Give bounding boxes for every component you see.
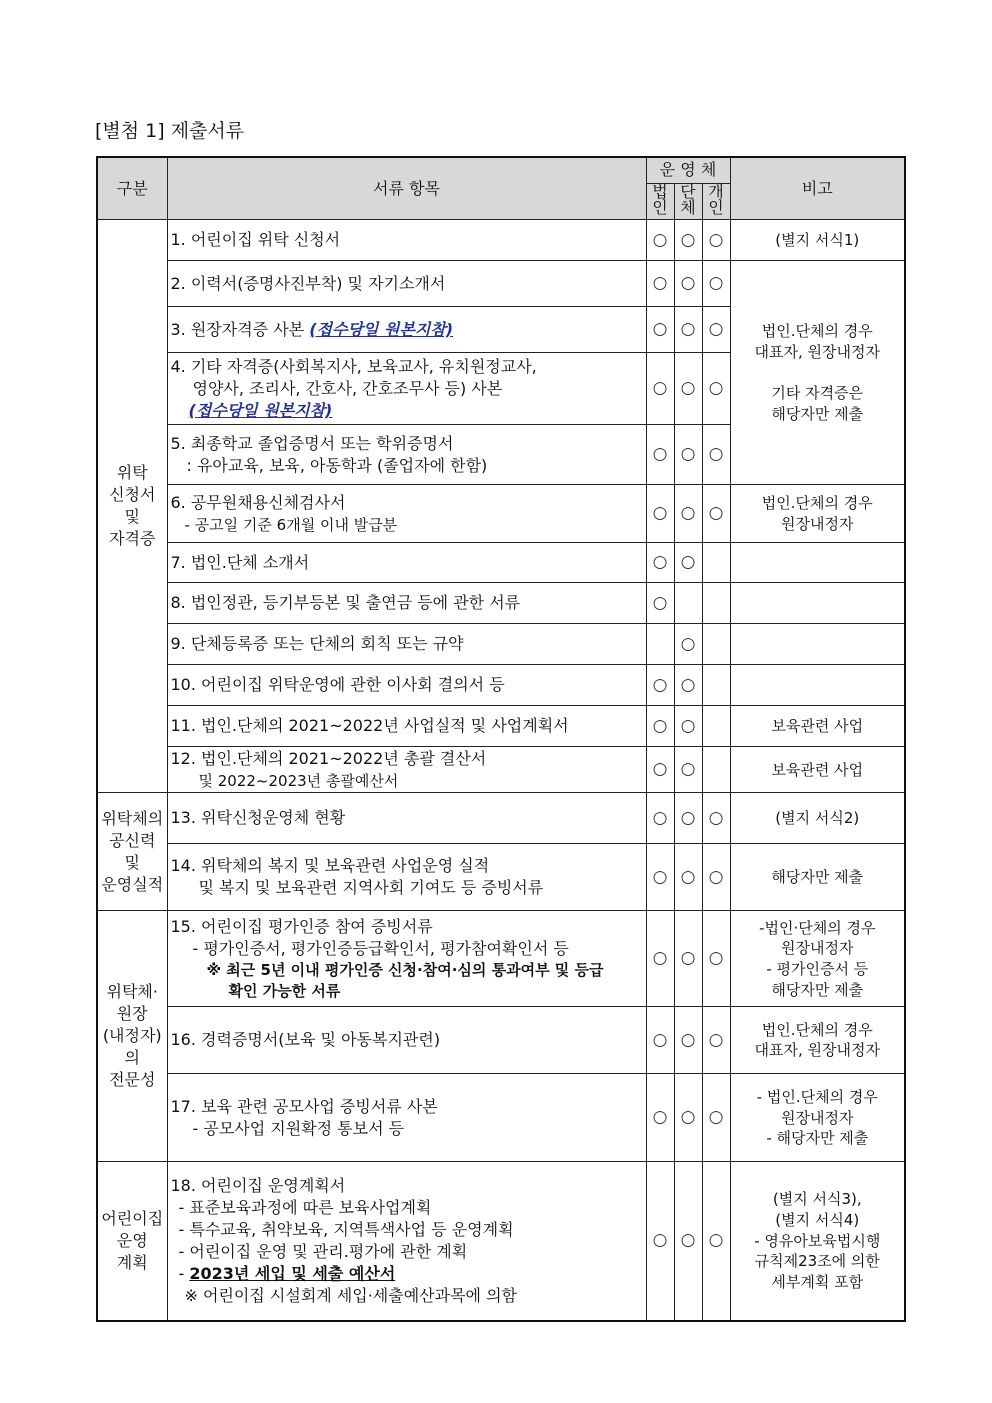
header-group: 단 체 [680, 181, 696, 218]
mark-personal [702, 706, 730, 747]
page-title: [별첨 1] 제출서류 [95, 120, 245, 142]
header-category: 구분 [97, 157, 167, 220]
mark-personal: ○ [702, 1074, 730, 1162]
mark-corp: ○ [646, 543, 674, 583]
mark-personal: ○ [702, 425, 730, 485]
doc-item: 3. 원장자격증 사본 (접수당일 원본지참) [167, 307, 646, 353]
doc-item: 4. 기타 자격증(사회복지사, 보육교사, 유치원정교사, 영양사, 조리사, 간호사, 간호조무사 등) 사본 (접수당일 원본지참) [167, 353, 646, 425]
doc-item: 17. 보육 관련 공모사업 증빙서류 사본 - 공모사업 지원확정 통보서 등 [167, 1074, 646, 1162]
header-item: 서류 항목 [167, 157, 646, 220]
note: - 법인.단체의 경우 원장내정자 - 해당자만 제출 [730, 1074, 905, 1162]
note [730, 543, 905, 583]
doc-item: 15. 어린이집 평가인증 참여 증빙서류 - 평가인증서, 평가인증등급확인서, 평가참여확인서 등 ※ 최근 5년 이내 평가인증 신청·참여·심의 통과여부 및 등급 확인 가능한 서류 [167, 911, 646, 1007]
mark-personal: ○ [702, 261, 730, 307]
mark-personal [702, 583, 730, 624]
mark-corp: ○ [646, 1162, 674, 1321]
mark-personal: ○ [702, 844, 730, 911]
note [730, 665, 905, 706]
mark-group [674, 583, 702, 624]
doc-item: 7. 법인.단체 소개서 [167, 543, 646, 583]
mark-corp: ○ [646, 665, 674, 706]
note: 보육관련 사업 [730, 706, 905, 747]
mark-corp: ○ [646, 220, 674, 261]
note: (별지 서식1) [730, 220, 905, 261]
note: 해당자만 제출 [730, 844, 905, 911]
mark-corp: ○ [646, 1007, 674, 1074]
mark-corp [646, 624, 674, 665]
mark-corp: ○ [646, 307, 674, 353]
mark-personal: ○ [702, 220, 730, 261]
documents-table [96, 156, 906, 1322]
mark-group: ○ [674, 747, 702, 793]
mark-corp: ○ [646, 793, 674, 844]
mark-personal: ○ [702, 1007, 730, 1074]
mark-corp: ○ [646, 583, 674, 624]
mark-personal [702, 665, 730, 706]
mark-group: ○ [674, 844, 702, 911]
mark-group: ○ [674, 1162, 702, 1321]
mark-personal: ○ [702, 353, 730, 425]
mark-personal: ○ [702, 307, 730, 353]
note [730, 624, 905, 665]
mark-group: ○ [674, 220, 702, 261]
mark-corp: ○ [646, 747, 674, 793]
mark-group: ○ [674, 706, 702, 747]
note [730, 583, 905, 624]
mark-corp: ○ [646, 844, 674, 911]
doc-item: 5. 최종학교 졸업증명서 또는 학위증명서 : 유아교육, 보육, 아동학과 (졸업자에 한함) [167, 425, 646, 485]
doc-item: 1. 어린이집 위탁 신청서 [167, 220, 646, 261]
header-note: 비고 [730, 157, 905, 220]
mark-group: ○ [674, 911, 702, 1007]
note: -법인·단체의 경우 원장내정자 - 평가인증서 등 해당자만 제출 [730, 911, 905, 1007]
mark-corp: ○ [646, 706, 674, 747]
mark-corp: ○ [646, 425, 674, 485]
doc-item: 9. 단체등록증 또는 단체의 회칙 또는 규약 [167, 624, 646, 665]
mark-personal [702, 543, 730, 583]
header-personal: 개 인 [708, 181, 724, 218]
category-expertise: 위탁체· 원장 (내정자)의 전문성 [97, 911, 167, 1162]
mark-corp: ○ [646, 911, 674, 1007]
mark-group: ○ [674, 665, 702, 706]
mark-group: ○ [674, 624, 702, 665]
mark-personal [702, 747, 730, 793]
mark-group: ○ [674, 425, 702, 485]
mark-group: ○ [674, 261, 702, 307]
mark-personal: ○ [702, 1162, 730, 1321]
doc-item: 12. 법인.단체의 2021~2022년 총괄 결산서 및 2022~2023년 총괄예산서 [167, 747, 646, 793]
mark-corp: ○ [646, 353, 674, 425]
mark-personal: ○ [702, 485, 730, 543]
mark-group: ○ [674, 485, 702, 543]
note: 법인.단체의 경우 대표자, 원장내정자 기타 자격증은 해당자만 제출 [730, 261, 905, 485]
doc-item: 11. 법인.단체의 2021~2022년 사업실적 및 사업계획서 [167, 706, 646, 747]
note: 법인.단체의 경우 대표자, 원장내정자 [730, 1007, 905, 1074]
doc-item: 6. 공무원채용신체검사서 - 공고일 기준 6개월 이내 발급분 [167, 485, 646, 543]
mark-personal [702, 624, 730, 665]
doc-item: 16. 경력증명서(보육 및 아동복지관련) [167, 1007, 646, 1074]
category-credibility: 위탁체의 공신력 및 운영실적 [97, 793, 167, 911]
mark-group: ○ [674, 1074, 702, 1162]
note: (별지 서식3), (별지 서식4) - 영유아보육법시행 규칙제23조에 의한 세부계획 포함 [730, 1162, 905, 1321]
mark-group: ○ [674, 543, 702, 583]
doc-item: 14. 위탁체의 복지 및 보육관련 사업운영 실적 및 복지 및 보육관련 지역사회 기여도 등 증빙서류 [167, 844, 646, 911]
doc-item: 13. 위탁신청운영체 현황 [167, 793, 646, 844]
doc-item: 18. 어린이집 운영계획서 - 표준보육과정에 따른 보육사업계획 - 특수교육, 취약보육, 지역특색사업 등 운영계획 - 어린이집 운영 및 관리.평가에 관한 계획 - 2023년 세입 및 세출 예산서 ※ 어린이집 시설회계 세입·세출예산과목에 의함 [167, 1162, 646, 1321]
mark-corp: ○ [646, 485, 674, 543]
doc-item: 8. 법인정관, 등기부등본 및 출연금 등에 관한 서류 [167, 583, 646, 624]
mark-group: ○ [674, 307, 702, 353]
note: (별지 서식2) [730, 793, 905, 844]
mark-personal: ○ [702, 911, 730, 1007]
category-application: 위탁 신청서 및 자격증 [97, 220, 167, 793]
note: 보육관련 사업 [730, 747, 905, 793]
mark-group: ○ [674, 1007, 702, 1074]
note: 법인.단체의 경우 원장내정자 [730, 485, 905, 543]
doc-item: 2. 이력서(증명사진부착) 및 자기소개서 [167, 261, 646, 307]
header-operator: 운 영 체 [646, 157, 730, 183]
mark-corp: ○ [646, 261, 674, 307]
mark-corp: ○ [646, 1074, 674, 1162]
mark-group: ○ [674, 793, 702, 844]
category-plan: 어린이집 운영 계획 [97, 1162, 167, 1321]
header-corp: 법 인 [652, 181, 668, 218]
mark-group: ○ [674, 353, 702, 425]
doc-item: 10. 어린이집 위탁운영에 관한 이사회 결의서 등 [167, 665, 646, 706]
mark-personal: ○ [702, 793, 730, 844]
